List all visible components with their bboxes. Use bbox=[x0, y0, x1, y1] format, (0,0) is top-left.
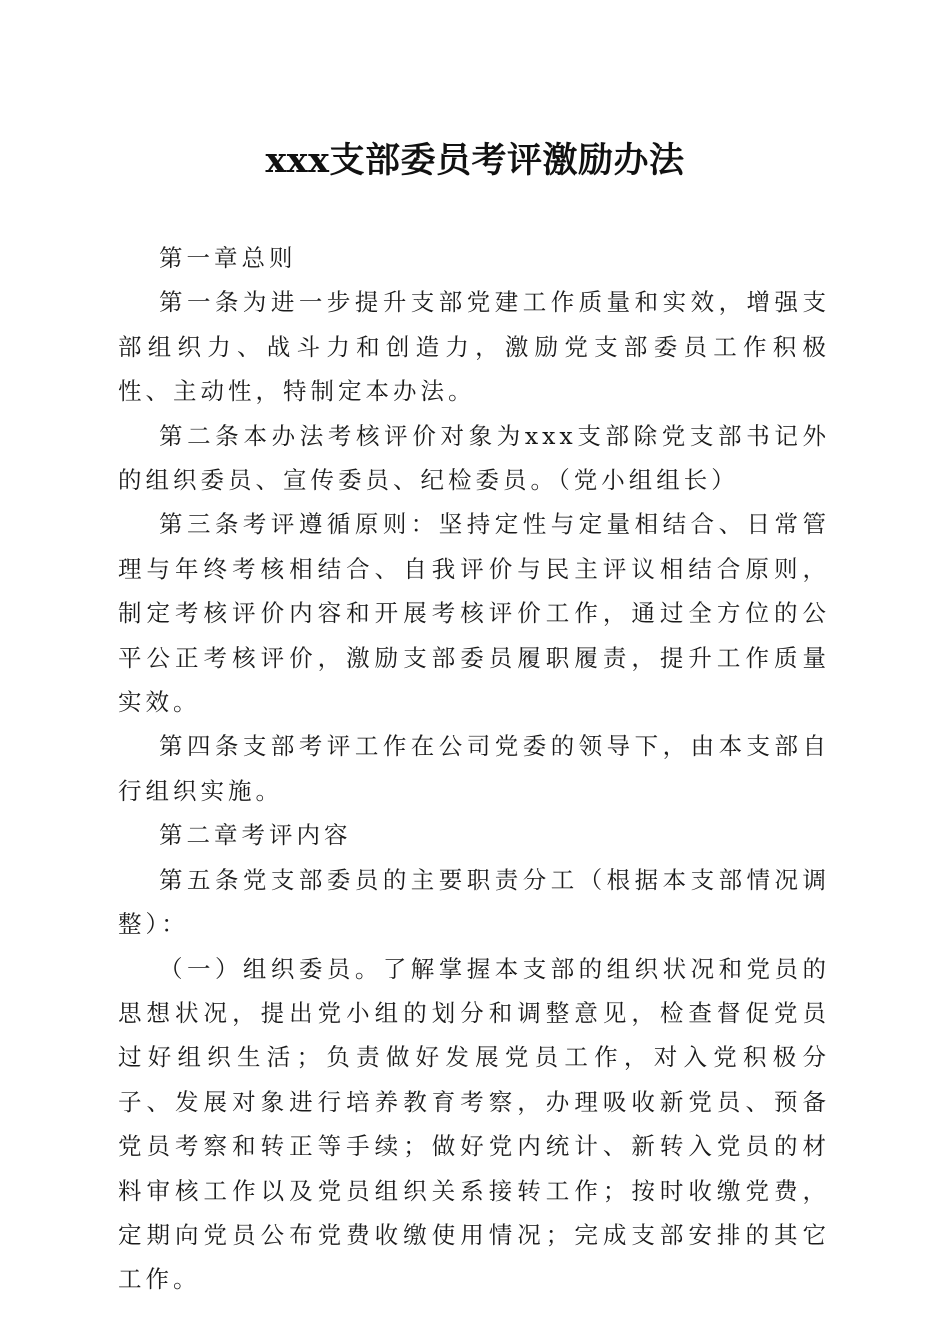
chapter-heading: 第一章总则 bbox=[159, 244, 297, 272]
article-paragraph: 第二条本办法考核评价对象为xxx支部除党支部书记外的组织委员、宣传委员、纪检委员。（党小组组长） bbox=[118, 421, 830, 495]
chapter-heading: 第二章考评内容 bbox=[159, 821, 352, 850]
article-paragraph: 第一条为进一步提升支部党建工作质量和实效，增强支部组织力、战斗力和创造力，激励党支部委员工作积极性、主动性，特制定本办法。 bbox=[118, 288, 830, 406]
article-paragraph: 第五条党支部委员的主要职责分工（根据本支部情况调整）： bbox=[118, 865, 830, 939]
document-body bbox=[118, 236, 830, 1302]
article-paragraph: 第四条支部考评工作在公司党委的领导下，由本支部自行组织实施。 bbox=[118, 732, 830, 805]
list-item-paragraph: （一）组织委员。了解掌握本支部的组织状况和党员的思想状况，提出党小组的划分和调整意见，检查督促党员过好组织生活；负责做好发展党员工作，对入党积极分子、发展对象进行培养教育考察，办理吸收新党员、预备党员考察和转正等手续；做好党内统计、新转入党员的材料审核工作以及党员组织关系接转工作；按时收缴党费，定期向党员公布党费收缴使用情况；完成支部安排的其它工作。 bbox=[118, 954, 830, 1294]
article-paragraph: 第三条考评遵循原则：坚持定性与定量相结合、日常管理与年终考核相结合、自我评价与民主评议相结合原则，制定考核评价内容和开展考核评价工作，通过全方位的公平公正考核评价，激励支部委员履职履责，提升工作质量实效。 bbox=[118, 510, 830, 717]
document-title: xxx支部委员考评激励办法 bbox=[265, 140, 685, 181]
